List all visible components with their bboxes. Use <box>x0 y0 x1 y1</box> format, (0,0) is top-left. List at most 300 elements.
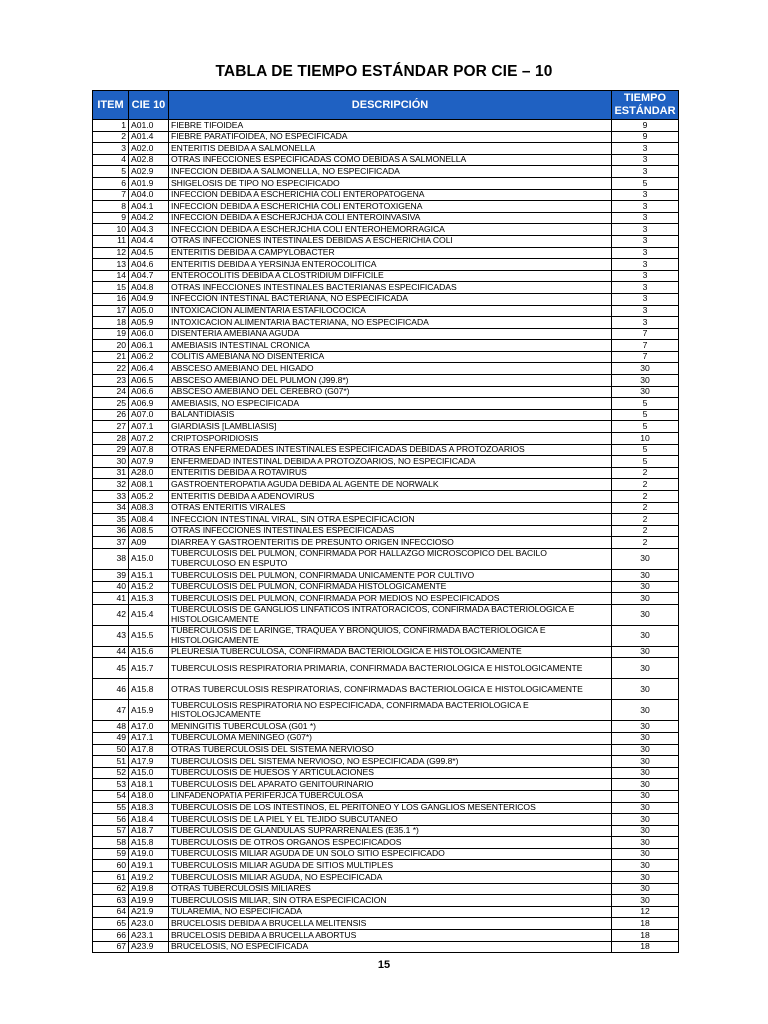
cie-code-cell: A02.8 <box>129 154 169 166</box>
description-cell: TUBERCULOSIS RESPIRATORIA NO ESPECIFICADA, CONFIRMADA BACTERIOLOGICA E HISTOLOGJCAMENTE <box>169 700 612 721</box>
cie-code-cell: A15.0 <box>129 767 169 779</box>
table-row <box>93 224 679 236</box>
item-cell: 13 <box>93 259 129 271</box>
table-row <box>93 189 679 201</box>
standard-time-cell: 3 <box>612 247 679 259</box>
standard-time-cell: 2 <box>612 491 679 503</box>
description-cell: TUBERCULOSIS DEL PULMON, CONFIRMADA POR MEDIOS NO ESPECIFICADOS <box>169 593 612 605</box>
cie-code-cell: A07.0 <box>129 409 169 421</box>
table-row <box>93 340 679 352</box>
cie-code-cell: A07.8 <box>129 444 169 456</box>
table-row <box>93 351 679 363</box>
cie-code-cell: A19.8 <box>129 883 169 895</box>
table-row <box>93 444 679 456</box>
standard-time-cell: 30 <box>612 700 679 721</box>
description-cell: ENTERITIS DEBIDA A CAMPYLOBACTER <box>169 247 612 259</box>
standard-time-cell: 30 <box>612 679 679 700</box>
table-row <box>93 247 679 259</box>
table-row <box>93 514 679 526</box>
item-cell: 23 <box>93 375 129 387</box>
item-cell: 3 <box>93 143 129 155</box>
description-cell: TUBERCULOSIS DEL PULMON, CONFIRMADA UNICAMENTE POR CULTIVO <box>169 569 612 581</box>
standard-time-cell: 30 <box>612 744 679 756</box>
description-cell: TUBERCULOSIS DEL APARATO GENITOURINARIO <box>169 779 612 791</box>
table-row <box>93 604 679 625</box>
cie-code-cell: A06.5 <box>129 375 169 387</box>
standard-time-cell: 5 <box>612 444 679 456</box>
description-cell: ABSCESO AMEBIANO DEL HIGADO <box>169 363 612 375</box>
item-cell: 42 <box>93 604 129 625</box>
header-descripcion: DESCRIPCIÓN <box>169 91 612 120</box>
table-row <box>93 305 679 317</box>
item-cell: 11 <box>93 235 129 247</box>
description-cell: DISENTERIA AMEBIANA AGUDA <box>169 328 612 340</box>
standard-time-cell: 10 <box>612 433 679 445</box>
standard-time-cell: 30 <box>612 593 679 605</box>
cie-code-cell: A04.2 <box>129 212 169 224</box>
item-cell: 21 <box>93 351 129 363</box>
standard-time-cell: 3 <box>612 282 679 294</box>
item-cell: 66 <box>93 930 129 942</box>
cie-code-cell: A15.7 <box>129 658 169 679</box>
cie-code-cell: A06.4 <box>129 363 169 375</box>
standard-time-cell: 30 <box>612 767 679 779</box>
standard-time-cell: 2 <box>612 525 679 537</box>
cie-code-cell: A17.8 <box>129 744 169 756</box>
cie-code-cell: A15.9 <box>129 700 169 721</box>
standard-time-cell: 2 <box>612 502 679 514</box>
standard-time-cell: 18 <box>612 941 679 953</box>
standard-time-cell: 2 <box>612 479 679 491</box>
cie-code-cell: A18.7 <box>129 825 169 837</box>
standard-time-cell: 9 <box>612 131 679 143</box>
standard-time-cell: 3 <box>612 154 679 166</box>
table-header-row <box>93 91 679 120</box>
description-cell: TUBERCULOSIS DE OTROS ORGANOS ESPECIFICADOS <box>169 837 612 849</box>
standard-time-cell: 30 <box>612 386 679 398</box>
cie-code-cell: A05.2 <box>129 491 169 503</box>
item-cell: 12 <box>93 247 129 259</box>
table-row <box>93 259 679 271</box>
standard-time-cell: 7 <box>612 328 679 340</box>
table-row <box>93 154 679 166</box>
cie-code-cell: A15.3 <box>129 593 169 605</box>
description-cell: SHIGELOSIS DE TIPO NO ESPECIFICADO <box>169 177 612 189</box>
cie-code-cell: A15.2 <box>129 581 169 593</box>
description-cell: TUBERCULOSIS MILIAR AGUDA DE UN SOLO SITIO ESPECIFICADO <box>169 848 612 860</box>
table-body <box>93 120 679 953</box>
description-cell: OTRAS INFECCIONES INTESTINALES ESPECIFICADAS <box>169 525 612 537</box>
cie-code-cell: A01.0 <box>129 120 169 132</box>
item-cell: 15 <box>93 282 129 294</box>
standard-time-cell: 30 <box>612 363 679 375</box>
description-cell: TUBERCULOSIS MILIAR, SIN OTRA ESPECIFICACION <box>169 895 612 907</box>
standard-time-cell: 2 <box>612 514 679 526</box>
standard-time-cell: 30 <box>612 625 679 646</box>
item-cell: 26 <box>93 409 129 421</box>
item-cell: 58 <box>93 837 129 849</box>
standard-time-cell: 18 <box>612 930 679 942</box>
cie-code-cell: A04.3 <box>129 224 169 236</box>
cie-code-cell: A23.0 <box>129 918 169 930</box>
standard-time-cell: 30 <box>612 569 679 581</box>
item-cell: 44 <box>93 646 129 658</box>
standard-time-cell: 3 <box>612 270 679 282</box>
cie-code-cell: A08.1 <box>129 479 169 491</box>
table-row <box>93 502 679 514</box>
standard-time-cell: 30 <box>612 848 679 860</box>
item-cell: 57 <box>93 825 129 837</box>
standard-time-cell: 3 <box>612 201 679 213</box>
table-row <box>93 293 679 305</box>
item-cell: 5 <box>93 166 129 178</box>
table-row <box>93 375 679 387</box>
cie-code-cell: A04.8 <box>129 282 169 294</box>
cie-code-cell: A15.5 <box>129 625 169 646</box>
description-cell: GASTROENTEROPATIA AGUDA DEBIDA AL AGENTE DE NORWALK <box>169 479 612 491</box>
cie-code-cell: A17.1 <box>129 732 169 744</box>
table-row <box>93 421 679 433</box>
standard-time-cell: 2 <box>612 467 679 479</box>
item-cell: 7 <box>93 189 129 201</box>
table-row <box>93 398 679 410</box>
item-cell: 60 <box>93 860 129 872</box>
standard-time-cell: 30 <box>612 802 679 814</box>
description-cell: TUBERCULOSIS DEL PULMON, CONFIRMADA POR HALLAZGO MICROSCOPICO DEL BACILO TUBERCULOSO EN ESPUTO <box>169 548 612 569</box>
table-row <box>93 143 679 155</box>
description-cell: ENTERITIS DEBIDA A YERSINJA ENTEROCOLITICA <box>169 259 612 271</box>
cie-code-cell: A04.1 <box>129 201 169 213</box>
table-row <box>93 593 679 605</box>
item-cell: 62 <box>93 883 129 895</box>
table-row <box>93 814 679 826</box>
table-row <box>93 679 679 700</box>
standard-time-cell: 30 <box>612 581 679 593</box>
cie-code-cell: A17.0 <box>129 721 169 733</box>
cie-code-cell: A04.7 <box>129 270 169 282</box>
description-cell: PLEURESIA TUBERCULOSA, CONFIRMADA BACTERIOLOGICA E HISTOLOGICAMENTE <box>169 646 612 658</box>
standard-time-cell: 30 <box>612 658 679 679</box>
table-row <box>93 177 679 189</box>
item-cell: 30 <box>93 456 129 468</box>
table-row <box>93 883 679 895</box>
cie-code-cell: A07.9 <box>129 456 169 468</box>
description-cell: OTRAS TUBERCULOSIS MILIARES <box>169 883 612 895</box>
description-cell: OTRAS TUBERCULOSIS DEL SISTEMA NERVIOSO <box>169 744 612 756</box>
table-row <box>93 456 679 468</box>
description-cell: GIARDIASIS [LAMBLIASIS] <box>169 421 612 433</box>
description-cell: INFECCION INTESTINAL VIRAL, SIN OTRA ESPECIFICACION <box>169 514 612 526</box>
standard-time-cell: 3 <box>612 189 679 201</box>
cie-code-cell: A15.6 <box>129 646 169 658</box>
item-cell: 55 <box>93 802 129 814</box>
cie-code-cell: A28.0 <box>129 467 169 479</box>
table-row <box>93 756 679 768</box>
cie-time-table <box>92 90 679 953</box>
description-cell: TUBERCULOSIS DE LA PIEL Y EL TEJIDO SUBCUTANEO <box>169 814 612 826</box>
header-cie: CIE 10 <box>129 91 169 120</box>
item-cell: 43 <box>93 625 129 646</box>
item-cell: 52 <box>93 767 129 779</box>
cie-code-cell: A04.0 <box>129 189 169 201</box>
table-row <box>93 658 679 679</box>
item-cell: 37 <box>93 537 129 549</box>
description-cell: BRUCELOSIS DEBIDA A BRUCELLA ABORTUS <box>169 930 612 942</box>
table-row <box>93 282 679 294</box>
page-title: TABLA DE TIEMPO ESTÁNDAR POR CIE – 10 <box>215 63 553 80</box>
cie-code-cell: A07.1 <box>129 421 169 433</box>
standard-time-cell: 3 <box>612 166 679 178</box>
description-cell: TUBERCULOMA MENINGEO (G07*) <box>169 732 612 744</box>
description-cell: TUBERCULOSIS DE LOS INTESTINOS, EL PERITONEO Y LOS GANGLIOS MESENTERICOS <box>169 802 612 814</box>
cie-code-cell: A02.9 <box>129 166 169 178</box>
standard-time-cell: 30 <box>612 895 679 907</box>
standard-time-cell: 30 <box>612 732 679 744</box>
item-cell: 33 <box>93 491 129 503</box>
description-cell: OTRAS TUBERCULOSIS RESPIRATORIAS, CONFIRMADAS BACTERIOLOGICA E HISTOLOGICAMENTE <box>169 679 612 700</box>
table-row <box>93 386 679 398</box>
standard-time-cell: 30 <box>612 548 679 569</box>
standard-time-cell: 3 <box>612 224 679 236</box>
description-cell: ENTEROCOLITIS DEBIDA A CLOSTRIDIUM DIFFICILE <box>169 270 612 282</box>
description-cell: INFECCION DEBIDA A ESCHERICHIA COLI ENTEROTOXIGENA <box>169 201 612 213</box>
table-row <box>93 328 679 340</box>
item-cell: 63 <box>93 895 129 907</box>
cie-code-cell: A01.4 <box>129 131 169 143</box>
table-row <box>93 848 679 860</box>
cie-code-cell: A23.9 <box>129 941 169 953</box>
description-cell: OTRAS INFECCIONES ESPECIFICADAS COMO DEBIDAS A SALMONELLA <box>169 154 612 166</box>
item-cell: 27 <box>93 421 129 433</box>
item-cell: 9 <box>93 212 129 224</box>
item-cell: 59 <box>93 848 129 860</box>
item-cell: 8 <box>93 201 129 213</box>
table-row <box>93 581 679 593</box>
description-cell: INFECCION DEBIDA A SALMONELLA, NO ESPECIFICADA <box>169 166 612 178</box>
standard-time-cell: 7 <box>612 351 679 363</box>
item-cell: 61 <box>93 872 129 884</box>
cie-code-cell: A06.6 <box>129 386 169 398</box>
item-cell: 36 <box>93 525 129 537</box>
description-cell: OTRAS INFECCIONES INTESTINALES BACTERIANAS ESPECIFICADAS <box>169 282 612 294</box>
table-row <box>93 721 679 733</box>
description-cell: INFECCION INTESTINAL BACTERIANA, NO ESPECIFICADA <box>169 293 612 305</box>
description-cell: CRIPTOSPORIDIOSIS <box>169 433 612 445</box>
table-row <box>93 363 679 375</box>
description-cell: TUBERCULOSIS DE LARINGE, TRAQUEA Y BRONQUIOS, CONFIRMADA BACTERIOLOGICA E HISTOLOGICAMENTE <box>169 625 612 646</box>
standard-time-cell: 7 <box>612 340 679 352</box>
item-cell: 34 <box>93 502 129 514</box>
standard-time-cell: 12 <box>612 906 679 918</box>
header-tiempo: TIEMPO ESTÁNDAR <box>612 91 679 120</box>
table-row <box>93 569 679 581</box>
item-cell: 50 <box>93 744 129 756</box>
standard-time-cell: 30 <box>612 646 679 658</box>
cie-code-cell: A19.2 <box>129 872 169 884</box>
standard-time-cell: 30 <box>612 883 679 895</box>
cie-code-cell: A06.1 <box>129 340 169 352</box>
cie-code-cell: A18.0 <box>129 790 169 802</box>
standard-time-cell: 5 <box>612 456 679 468</box>
description-cell: BRUCELOSIS, NO ESPECIFICADA <box>169 941 612 953</box>
table-row <box>93 235 679 247</box>
item-cell: 67 <box>93 941 129 953</box>
description-cell: INFECCION DEBIDA A ESCHERICHIA COLI ENTEROPATOGENA <box>169 189 612 201</box>
item-cell: 31 <box>93 467 129 479</box>
description-cell: INTOXICACION ALIMENTARIA BACTERIANA, NO ESPECIFICADA <box>169 317 612 329</box>
table-row <box>93 825 679 837</box>
standard-time-cell: 9 <box>612 120 679 132</box>
item-cell: 45 <box>93 658 129 679</box>
description-cell: LINFADENOPATIA PERIFERJCA TUBERCULOSA <box>169 790 612 802</box>
page-number: 15 <box>377 959 391 971</box>
item-cell: 64 <box>93 906 129 918</box>
description-cell: TUBERCULOSIS RESPIRATORIA PRIMARIA, CONFIRMADA BACTERIOLOGICA E HISTOLOGICAMENTE <box>169 658 612 679</box>
table-row <box>93 201 679 213</box>
item-cell: 39 <box>93 569 129 581</box>
item-cell: 22 <box>93 363 129 375</box>
standard-time-cell: 3 <box>612 293 679 305</box>
item-cell: 28 <box>93 433 129 445</box>
cie-code-cell: A05.0 <box>129 305 169 317</box>
standard-time-cell: 3 <box>612 235 679 247</box>
description-cell: INTOXICACION ALIMENTARIA ESTAFILOCOCICA <box>169 305 612 317</box>
standard-time-cell: 3 <box>612 259 679 271</box>
table-row <box>93 270 679 282</box>
item-cell: 18 <box>93 317 129 329</box>
item-cell: 4 <box>93 154 129 166</box>
item-cell: 25 <box>93 398 129 410</box>
description-cell: TUBERCULOSIS DEL PULMON, CONFIRMADA HISTOLOGICAMENTE <box>169 581 612 593</box>
standard-time-cell: 30 <box>612 604 679 625</box>
cie-code-cell: A15.0 <box>129 548 169 569</box>
description-cell: INFECCION DEBIDA A ESCHERJCHIA COLI ENTEROHEMORRAGICA <box>169 224 612 236</box>
description-cell: BALANTIDIASIS <box>169 409 612 421</box>
item-cell: 40 <box>93 581 129 593</box>
table-row <box>93 767 679 779</box>
cie-code-cell: A18.1 <box>129 779 169 791</box>
description-cell: DIARREA Y GASTROENTERITIS DE PRESUNTO ORIGEN INFECCIOSO <box>169 537 612 549</box>
cie-code-cell: A15.4 <box>129 604 169 625</box>
cie-code-cell: A08.3 <box>129 502 169 514</box>
item-cell: 54 <box>93 790 129 802</box>
item-cell: 56 <box>93 814 129 826</box>
table-row <box>93 525 679 537</box>
description-cell: TULAREMIA, NO ESPECIFICADA <box>169 906 612 918</box>
item-cell: 16 <box>93 293 129 305</box>
table-row <box>93 409 679 421</box>
description-cell: ENTERITIS DEBIDA A SALMONELLA <box>169 143 612 155</box>
item-cell: 1 <box>93 120 129 132</box>
standard-time-cell: 18 <box>612 918 679 930</box>
cie-code-cell: A19.9 <box>129 895 169 907</box>
standard-time-cell: 30 <box>612 779 679 791</box>
description-cell: OTRAS INFECCIONES INTESTINALES DEBIDAS A ESCHERICHIA COLI <box>169 235 612 247</box>
item-cell: 46 <box>93 679 129 700</box>
table-row <box>93 166 679 178</box>
description-cell: ENFERMEDAD INTESTINAL DEBIDA A PROTOZOARIOS, NO ESPECIFICADA <box>169 456 612 468</box>
cie-code-cell: A08.4 <box>129 514 169 526</box>
table-row <box>93 131 679 143</box>
table-row <box>93 790 679 802</box>
table-row <box>93 212 679 224</box>
cie-code-cell: A21.9 <box>129 906 169 918</box>
standard-time-cell: 3 <box>612 143 679 155</box>
table-row <box>93 872 679 884</box>
table-row <box>93 837 679 849</box>
standard-time-cell: 30 <box>612 814 679 826</box>
table-row <box>93 732 679 744</box>
item-cell: 17 <box>93 305 129 317</box>
cie-code-cell: A19.0 <box>129 848 169 860</box>
item-cell: 65 <box>93 918 129 930</box>
description-cell: ABSCESO AMEBIANO DEL PULMON (J99.8*) <box>169 375 612 387</box>
cie-code-cell: A06.0 <box>129 328 169 340</box>
item-cell: 49 <box>93 732 129 744</box>
description-cell: INFECCION DEBIDA A ESCHERJCHJA COLI ENTEROINVASIVA <box>169 212 612 224</box>
standard-time-cell: 5 <box>612 409 679 421</box>
table-row <box>93 895 679 907</box>
cie-code-cell: A06.2 <box>129 351 169 363</box>
description-cell: TUBERCULOSIS DE HUESOS Y ARTICULACIONES <box>169 767 612 779</box>
item-cell: 2 <box>93 131 129 143</box>
table-row <box>93 491 679 503</box>
standard-time-cell: 30 <box>612 860 679 872</box>
description-cell: MENINGITIS TUBERCULOSA (G01 *) <box>169 721 612 733</box>
cie-code-cell: A18.3 <box>129 802 169 814</box>
description-cell: BRUCELOSIS DEBIDA A BRUCELLA MELITENSIS <box>169 918 612 930</box>
standard-time-cell: 5 <box>612 398 679 410</box>
item-cell: 51 <box>93 756 129 768</box>
item-cell: 10 <box>93 224 129 236</box>
cie-code-cell: A17.9 <box>129 756 169 768</box>
standard-time-cell: 30 <box>612 721 679 733</box>
table-row <box>93 744 679 756</box>
table-row <box>93 860 679 872</box>
standard-time-cell: 5 <box>612 421 679 433</box>
item-cell: 53 <box>93 779 129 791</box>
description-cell: FIEBRE TIFOIDEA <box>169 120 612 132</box>
description-cell: ENTERITIS DEBIDA A ROTAVIRUS <box>169 467 612 479</box>
table-row <box>93 779 679 791</box>
item-cell: 38 <box>93 548 129 569</box>
cie-code-cell: A06.9 <box>129 398 169 410</box>
description-cell: OTRAS ENTERITIS VIRALES <box>169 502 612 514</box>
table-row <box>93 467 679 479</box>
standard-time-cell: 30 <box>612 837 679 849</box>
cie-code-cell: A04.4 <box>129 235 169 247</box>
table-row <box>93 537 679 549</box>
item-cell: 29 <box>93 444 129 456</box>
item-cell: 48 <box>93 721 129 733</box>
description-cell: TUBERCULOSIS DE GLANDULAS SUPRARRENALES (E35.1 *) <box>169 825 612 837</box>
cie-code-cell: A07.2 <box>129 433 169 445</box>
cie-code-cell: A04.6 <box>129 259 169 271</box>
description-cell: TUBERCULOSIS MILIAR AGUDA DE SITIOS MULTIPLES <box>169 860 612 872</box>
description-cell: ABSCESO AMEBIANO DEL CEREBRO (G07*) <box>169 386 612 398</box>
item-cell: 35 <box>93 514 129 526</box>
cie-code-cell: A15.1 <box>129 569 169 581</box>
standard-time-cell: 3 <box>612 305 679 317</box>
table-row <box>93 930 679 942</box>
description-cell: AMEBIASIS INTESTINAL CRONICA <box>169 340 612 352</box>
description-cell: TUBERCULOSIS DEL SISTEMA NERVIOSO, NO ESPECIFICADA (G99.8*) <box>169 756 612 768</box>
item-cell: 6 <box>93 177 129 189</box>
standard-time-cell: 30 <box>612 756 679 768</box>
cie-code-cell: A01.9 <box>129 177 169 189</box>
cie-code-cell: A19.1 <box>129 860 169 872</box>
description-cell: ENTERITIS DEBIDA A ADENOVIRUS <box>169 491 612 503</box>
